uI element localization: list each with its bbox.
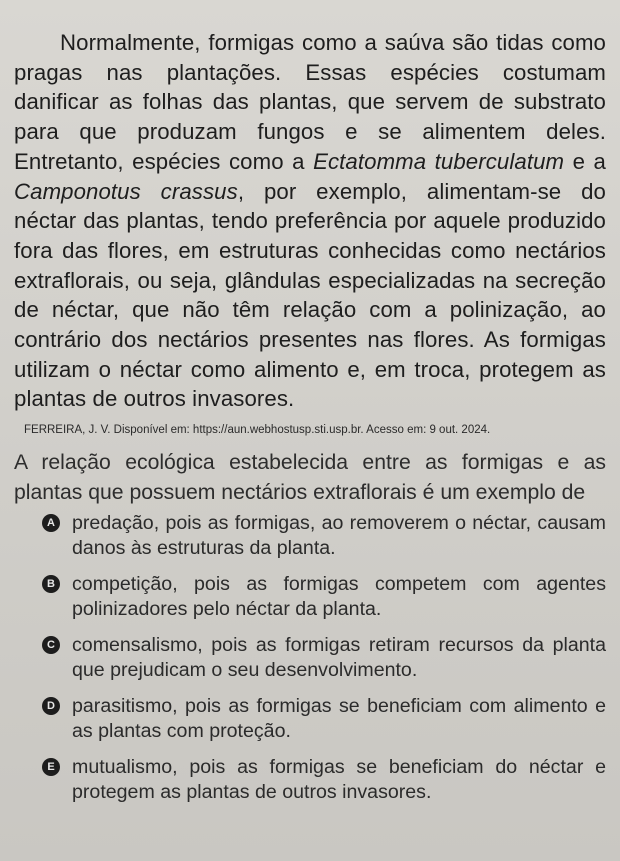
option-c-text: comensalismo, pois as formigas retiram recursos da planta que prejudicam o seu desenvolvimento. — [72, 634, 606, 682]
passage-part-2: e a — [564, 148, 606, 174]
passage-text — [14, 28, 606, 414]
option-b-letter-badge: B — [42, 575, 60, 593]
option-c-letter-badge: C — [42, 636, 60, 654]
option-d[interactable] — [14, 694, 606, 744]
option-c[interactable] — [14, 633, 606, 683]
option-b-text: competição, pois as formigas competem com agentes polinizadores pelo néctar da planta. — [72, 573, 606, 621]
option-e[interactable] — [14, 755, 606, 805]
passage-part-1: Normalmente, formigas como a saúva são tidas como pragas nas plantações. Essas espécies costumam danificar as folhas das plantas, que servem de substrato para que produzam fungos e se alimentem deles. Entretanto, espécies como a — [14, 30, 606, 174]
source-citation: FERREIRA, J. V. Disponível em: https://aun.webhostusp.sti.usp.br. Acesso em: 9 out. 2024. — [24, 424, 491, 437]
species-name-ectatomma: Ectatomma tuberculatum — [313, 148, 565, 174]
species-name-camponotus: Camponotus crassus — [14, 178, 238, 204]
option-a-letter-badge: A — [42, 514, 60, 532]
option-a-text: predação, pois as formigas, ao removerem o néctar, causam danos às estruturas da planta. — [72, 512, 606, 560]
option-d-text: parasitismo, pois as formigas se beneficiam com alimento e as plantas com proteção. — [72, 695, 606, 743]
option-e-text: mutualismo, pois as formigas se beneficiam do néctar e protegem as plantas de outros invasores. — [72, 756, 606, 804]
option-e-letter-badge: E — [42, 758, 60, 776]
option-d-letter-badge: D — [42, 697, 60, 715]
question-stem: A relação ecológica estabelecida entre as formigas e as plantas que possuem nectários extraflorais é um exemplo de — [14, 451, 606, 504]
option-a[interactable] — [14, 511, 606, 561]
answer-options — [14, 511, 606, 805]
passage-part-3: , por exemplo, alimentam-se do néctar das plantas, tendo preferência por aquele produzido fora das flores, em estruturas conhecidas como nectários extraflorais, ou seja, glândulas especializadas na secreção de néctar, que não têm relação com a polinização, ao contrário dos nectários presentes nas flores. As formigas utilizam o néctar como alimento e, em troca, protegem as plantas de outros invasores. — [14, 178, 606, 412]
option-b[interactable] — [14, 572, 606, 622]
